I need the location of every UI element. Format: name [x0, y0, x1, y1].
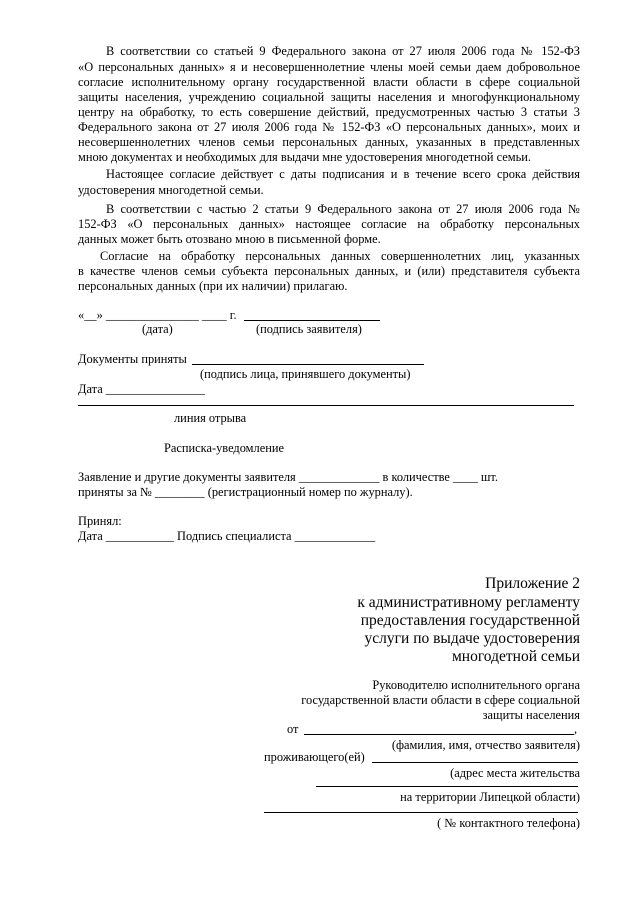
- signature-date-line: «__» _______________ ____ г.: [78, 308, 237, 322]
- consent-p1-line: Федерального закона от 27 июля 2006 года № 152-ФЗ «О персональных данных», моих и: [78, 120, 580, 134]
- docs-accepted-label: Документы приняты: [78, 352, 187, 366]
- consent-p2-line: удостоверения многодетной семьи.: [78, 183, 264, 197]
- signature-caption: (подпись заявителя): [256, 322, 362, 336]
- appendix-line: Приложение 2: [485, 575, 580, 592]
- phone-caption: ( № контактного телефона): [437, 816, 580, 830]
- residing-label: проживающего(ей): [264, 750, 365, 764]
- residing-underline: [372, 762, 578, 763]
- docs-date: Дата ________________: [78, 382, 205, 396]
- consent-p2-line: Настоящее согласие действует с даты подписания и в течение всего срока действия: [106, 167, 580, 181]
- consent-p1-line: несовершеннолетних членов семьи персональных данных, указанных в представленных: [78, 135, 580, 149]
- phone-underline: [264, 812, 578, 813]
- consent-p3-line: данных может быть отозвано мною в письменной форме.: [78, 232, 381, 246]
- receipt-line: приняты за № ________ (регистрационный номер по журналу).: [78, 485, 413, 499]
- appendix-line: услуги по выдаче удостоверения: [364, 630, 580, 647]
- from-caption: (фамилия, имя, отчество заявителя): [391, 738, 580, 752]
- address-caption: (адрес места жительства: [450, 766, 580, 780]
- consent-p3-line: 152-ФЗ «О персональных данных» настоящее согласие на обработку персональных: [78, 217, 580, 231]
- consent-p1-line: мною документах и необходимых для выдачи мне удостоверения многодетной семьи.: [78, 150, 531, 164]
- addressee-line: защиты населения: [482, 708, 580, 722]
- consent-p1-line: В соответствии со статьей 9 Федерального закона от 27 июля 2006 года № 152-ФЗ: [106, 44, 580, 58]
- consent-p1-line: защиты населения, учреждению социальной защиты населения и многофункциональному: [78, 90, 580, 104]
- from-label: от: [287, 722, 299, 736]
- consent-p3-line: В соответствии с частью 2 статьи 9 Федерального закона от 27 июля 2006 года №: [106, 202, 580, 216]
- consent-p1-line: согласие исполнительному органу государственной власти области в сфере социальной: [78, 75, 580, 89]
- appendix-line: многодетной семьи: [451, 648, 580, 665]
- consent-p4-line: Согласие на обработку персональных данных совершеннолетних лиц, указанных: [100, 249, 580, 263]
- tear-line: [78, 405, 574, 406]
- docs-accepted-underline: [192, 364, 424, 365]
- signature-underline: [244, 320, 380, 321]
- addressee-line: государственной власти области в сфере социальной: [301, 693, 580, 707]
- receipt-line: Заявление и другие документы заявителя _____________ в количестве ____ шт.: [78, 470, 499, 484]
- tear-line-label: линия отрыва: [174, 411, 247, 425]
- appendix-line: к административному регламенту: [357, 594, 580, 611]
- appendix-line: предоставления государственной: [360, 612, 580, 629]
- receipt-date-signature: Дата ___________ Подпись специалиста _____________: [78, 529, 376, 543]
- from-comma: ,: [574, 722, 578, 736]
- address-underline: [316, 786, 578, 787]
- receipt-accepted: Принял:: [78, 514, 122, 528]
- from-underline: [304, 734, 574, 735]
- consent-p1-line: «О персональных данных» я и несовершеннолетние члены моей семьи даем добровольное: [78, 60, 580, 74]
- consent-p1-line: центру на обработку, то есть совершение действий, предусмотренных частью 3 статьи 3: [78, 105, 580, 119]
- docs-accepted-caption: (подпись лица, принявшего документы): [200, 367, 411, 381]
- consent-p4-line: персональных данных (при их наличии) прилагаю.: [78, 279, 348, 293]
- addressee-line: Руководителю исполнительного органа: [372, 678, 580, 692]
- territory-caption: на территории Липецкой области): [400, 790, 580, 804]
- date-caption: (дата): [142, 322, 173, 336]
- receipt-title: Расписка-уведомление: [164, 441, 284, 455]
- consent-p4-line: в качестве членов семьи субъекта персональных данных, и (или) представителя субъекта: [78, 264, 580, 278]
